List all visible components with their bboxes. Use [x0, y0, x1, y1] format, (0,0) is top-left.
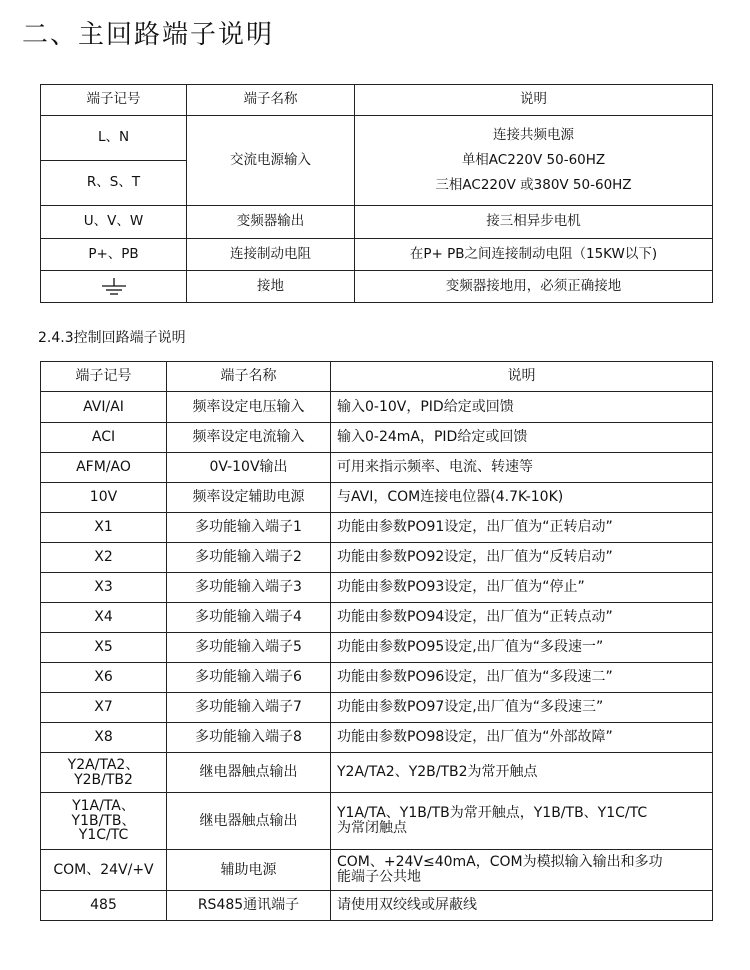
description-line: 输入0-10V，PID给定或回馈 [337, 398, 514, 415]
terminal-name: RS485通讯端子 [167, 891, 331, 921]
terminal-symbol [41, 423, 167, 453]
terminal-symbol [41, 663, 167, 693]
description-line: 功能由参数PO92设定，出厂值为“反转启动” [337, 549, 613, 566]
header-terminal-symbol: 端子记号 [41, 85, 187, 116]
description-line: 请使用双绞线或屏蔽线 [337, 897, 477, 914]
table-row [41, 392, 713, 423]
symbol-line: Y1B/TB、 [71, 812, 136, 829]
description-line: 连接共频电源 [493, 127, 574, 143]
table-row [41, 891, 713, 921]
terminal-description [331, 603, 713, 633]
terminal-name: 多功能输入端子2 [167, 543, 331, 573]
terminal-name: 频率设定电压输入 [167, 392, 331, 423]
terminal-description [331, 423, 713, 453]
terminal-symbol [41, 543, 167, 573]
terminal-description [355, 116, 713, 206]
terminal-description [331, 392, 713, 423]
symbol-line: X8 [94, 729, 113, 746]
terminal-name: 频率设定辅助电源 [167, 483, 331, 513]
ground-icon [99, 277, 129, 297]
terminal-description: 在P+ PB之间连接制动电阻（15KW以下) [355, 239, 713, 271]
description-line: 与AVI，COM连接电位器(4.7K-10K) [337, 489, 564, 506]
terminal-name: 多功能输入端子1 [167, 513, 331, 543]
header-description: 说明 [331, 362, 713, 392]
table-row [41, 793, 713, 850]
terminal-name: 连接制动电阻 [187, 239, 355, 271]
terminal-description [331, 453, 713, 483]
table-row [41, 116, 713, 161]
symbol-line: Y2B/TB2 [74, 771, 133, 788]
terminal-description [331, 723, 713, 753]
table-row [41, 633, 713, 663]
description-line: Y1A/TA、Y1B/TB为常开触点，Y1B/TB、Y1C/TC [337, 805, 648, 822]
symbol-line: Y1A/TA、 [72, 797, 135, 814]
terminal-symbol [41, 693, 167, 723]
header-terminal-name: 端子名称 [167, 362, 331, 392]
terminal-name: 多功能输入端子4 [167, 603, 331, 633]
terminal-description [331, 850, 713, 891]
terminal-description [331, 891, 713, 921]
symbol-line: AVI/AI [83, 398, 124, 415]
subsection-heading: 2.4.3控制回路端子说明 [38, 330, 186, 346]
table-row [41, 206, 713, 239]
terminal-name: 接地 [187, 271, 355, 303]
terminal-symbol [41, 573, 167, 603]
symbol-line: 485 [90, 897, 117, 914]
terminal-description: 变频器接地用，必须正确接地 [355, 271, 713, 303]
symbol-line: X1 [94, 519, 113, 536]
terminal-symbol: R、S、T [41, 161, 187, 206]
symbol-line: COM、24V/+V [53, 861, 154, 878]
table-header-row [41, 85, 713, 116]
table-header-row [41, 362, 713, 392]
terminal-symbol: P+、PB [41, 239, 187, 271]
description-line: 功能由参数PO93设定，出厂值为“停止” [337, 579, 585, 596]
terminal-symbol [41, 753, 167, 793]
terminal-symbol [41, 603, 167, 633]
table-row [41, 753, 713, 793]
terminal-symbol [41, 453, 167, 483]
table-row [41, 723, 713, 753]
terminal-symbol [41, 483, 167, 513]
table-row [41, 850, 713, 891]
symbol-line: X2 [94, 549, 113, 566]
table-row [41, 453, 713, 483]
table-row [41, 239, 713, 271]
description-line: 功能由参数PO97设定,出厂值为“多段速三” [337, 699, 604, 716]
header-description: 说明 [355, 85, 713, 116]
terminal-name: 辅助电源 [167, 850, 331, 891]
terminal-name: 多功能输入端子6 [167, 663, 331, 693]
terminal-name: 多功能输入端子8 [167, 723, 331, 753]
description-line: 为常闭触点 [337, 820, 407, 836]
table-row [41, 573, 713, 603]
terminal-symbol [41, 271, 187, 303]
symbol-line: 10V [89, 489, 118, 506]
table-row [41, 423, 713, 453]
terminal-name: 变频器输出 [187, 206, 355, 239]
table-row [41, 271, 713, 303]
description-line: COM、+24V≤40mA，COM为模拟输入输出和多功 [337, 854, 663, 871]
description-line: 输入0-24mA，PID给定或回馈 [337, 429, 528, 446]
symbol-line: X7 [94, 699, 113, 716]
terminal-name: 交流电源输入 [187, 116, 355, 206]
terminal-name: 多功能输入端子3 [167, 573, 331, 603]
terminal-name: 继电器触点输出 [167, 793, 331, 850]
terminal-description [331, 663, 713, 693]
table-row [41, 603, 713, 633]
table-row [41, 543, 713, 573]
terminal-description: 接三相异步电机 [355, 206, 713, 239]
section-heading: 二、主回路端子说明 [22, 20, 275, 50]
table-row [41, 513, 713, 543]
description-line: 功能由参数PO94设定，出厂值为“正转点动” [337, 609, 613, 626]
terminal-description [331, 573, 713, 603]
description-line: 单相AC220V 50-60HZ [461, 152, 606, 168]
description-line: Y2A/TA2、Y2B/TB2为常开触点 [337, 764, 538, 781]
terminal-symbol [41, 633, 167, 663]
terminal-symbol [41, 793, 167, 850]
terminal-symbol [41, 513, 167, 543]
main-circuit-terminal-table [40, 84, 713, 303]
symbol-line: X6 [94, 669, 113, 686]
terminal-name: 0V-10V输出 [167, 453, 331, 483]
description-line: 能端子公共地 [337, 869, 421, 885]
description-line: 三相AC220V 或380V 50-60HZ [435, 177, 632, 193]
header-terminal-name: 端子名称 [187, 85, 355, 116]
terminal-name: 频率设定电流输入 [167, 423, 331, 453]
symbol-line: X4 [94, 609, 113, 626]
terminal-description [331, 543, 713, 573]
terminal-name: 多功能输入端子5 [167, 633, 331, 663]
terminal-description [331, 633, 713, 663]
control-circuit-terminal-table [40, 361, 713, 921]
table-row [41, 483, 713, 513]
control-table-body [41, 392, 713, 921]
terminal-description [331, 483, 713, 513]
table-row [41, 663, 713, 693]
terminal-symbol: L、N [41, 116, 187, 161]
symbol-line: Y2A/TA2、 [67, 756, 140, 773]
symbol-line: ACI [91, 429, 116, 446]
description-line: 功能由参数PO95设定,出厂值为“多段速一” [337, 639, 604, 656]
symbol-line: X3 [94, 579, 113, 596]
description-line: 可用来指示频率、电流、转速等 [337, 459, 533, 476]
header-terminal-symbol: 端子记号 [41, 362, 167, 392]
terminal-symbol [41, 723, 167, 753]
symbol-line: X5 [94, 639, 113, 656]
terminal-symbol: U、V、W [41, 206, 187, 239]
terminal-symbol [41, 891, 167, 921]
description-line: 功能由参数PO91设定，出厂值为“正转启动” [337, 519, 613, 536]
table-row [41, 693, 713, 723]
terminal-description [331, 693, 713, 723]
terminal-description [331, 753, 713, 793]
terminal-symbol [41, 850, 167, 891]
terminal-name: 继电器触点输出 [167, 753, 331, 793]
terminal-description [331, 513, 713, 543]
terminal-description [331, 793, 713, 850]
terminal-name: 多功能输入端子7 [167, 693, 331, 723]
description-line: 功能由参数PO98设定，出厂值为“外部故障” [337, 729, 613, 746]
terminal-symbol [41, 392, 167, 423]
description-line: 功能由参数PO96设定，出厂值为“多段速二” [337, 669, 613, 686]
symbol-line: Y1C/TC [78, 827, 129, 844]
symbol-line: AFM/AO [76, 459, 131, 476]
